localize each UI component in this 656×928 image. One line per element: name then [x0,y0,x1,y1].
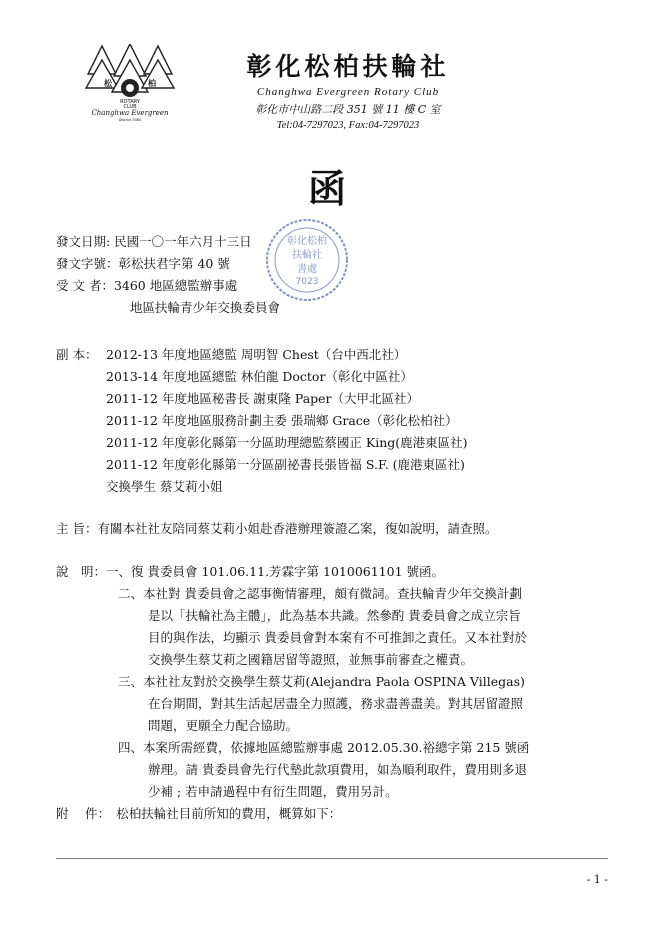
cc-item: 2011-12 年度地區秘書長 謝東隆 Paper（大甲北區社） [106,391,420,406]
seal-line3: 書處 [297,264,317,275]
field-ref: 發文字號：彰松扶君字第 40 號 [56,256,230,271]
field-recipient: 受 文 者：3460 地區總監辦事處 [56,278,238,293]
explanation-line: 二、本社對 貴委員會之認事衡情審理，頗有微詞。查扶輪青少年交換計劃 [118,586,522,601]
page-number: - 1 - [586,873,608,886]
org-contact: Tel:04-7297023, Fax:04-7297023 [276,120,420,131]
explanation-line: 交換學生蔡艾莉之國籍居留等證照，並無事前審查之權責。 [148,652,474,667]
logo-rotary: ROTARY [120,99,140,105]
explanation-line: 目的與作法，均顯示 貴委員會對本案有不可推卸之責任。又本社對於 [148,630,527,645]
explanation-item-1: 說 明：一、復 貴委員會 101.06.11.芳霖字第 1010061101 號函。 [56,564,445,579]
subject-line: 主 旨：有關本社社友陪同蔡艾莉小姐赴香港辦理簽證乙案，復如說明，請查照。 [56,521,498,536]
logo-district: District 3460 [118,118,142,122]
explanation-line: 四、本案所需經費，依據地區總監辦事處 2012.05.30.裕總字第 215 號函 [118,740,530,755]
logo-char-right: 柏 [148,79,156,88]
footer-rule [56,858,608,859]
logo-char-left: 松 [104,79,112,88]
cc-item: 2011-12 年度彰化縣第一分區助理總監蔡國正 King(鹿港東區社) [106,435,468,450]
letterhead [208,52,488,131]
org-address: 彰化市中山路二段 351 號 11 樓 C 室 [255,103,441,116]
cc-item: 2011-12 年度彰化縣第一分區副祕書長張皆福 S.F. (鹿港東區社) [106,457,465,472]
org-name-en: Changhwa Evergreen Rotary Club [256,86,440,98]
logo-club: CLUB [123,104,137,110]
explanation-line: 問題，更願全力配合協助。 [148,718,299,733]
seal-line4: 7023 [295,277,319,287]
explanation-line: 在台期間，對其生活起居盡全力照護，務求盡善盡美。對其居留證照 [148,696,524,711]
cc-item: 2012-13 年度地區總監 周明智 Chest（台中西北社） [106,347,407,362]
field-recipient2: 地區扶輪青少年交換委員會 [130,300,281,315]
explanation-line: 三、本社社友對於交換學生蔡艾莉(Alejandra Paola OSPINA Villegas) [118,674,525,689]
cc-item: 2013-14 年度地區總監 林伯龍 Doctor（彰化中區社） [106,369,413,384]
seal-line2: 扶輪社 [292,250,322,261]
attachment-line: 附 件： 松柏扶輪社目前所知的費用，概算如下： [56,806,342,821]
cc-item: 交換學生 蔡艾莉小姐 [106,479,223,494]
logo-script: Changhwa Evergreen [91,109,169,117]
club-logo [84,44,176,122]
explanation-line: 是以「扶輪社為主體」，此為基本共識。然參酌 貴委員會之成立宗旨 [148,608,521,623]
explanation-line: 少補 ; 若申請過程中有衍生問題，費用另計。 [148,784,398,799]
doc-type-title: 函 [307,166,346,211]
field-date: 發文日期: 民國一〇一年六月十三日 [56,234,252,249]
org-name: 彰化松柏扶輪社 [246,52,450,81]
cc-label: 副 本： [56,347,98,362]
seal-line1: 彰化松柏 [287,236,327,247]
cc-item: 2011-12 年度地區服務計劃主委 張瑞鄉 Grace（彰化松柏社） [106,413,458,428]
explanation-line: 辦理。請 貴委員會先行代墊此款項費用，如為順利取件，費用則多退 [148,762,527,777]
official-seal [265,218,349,302]
